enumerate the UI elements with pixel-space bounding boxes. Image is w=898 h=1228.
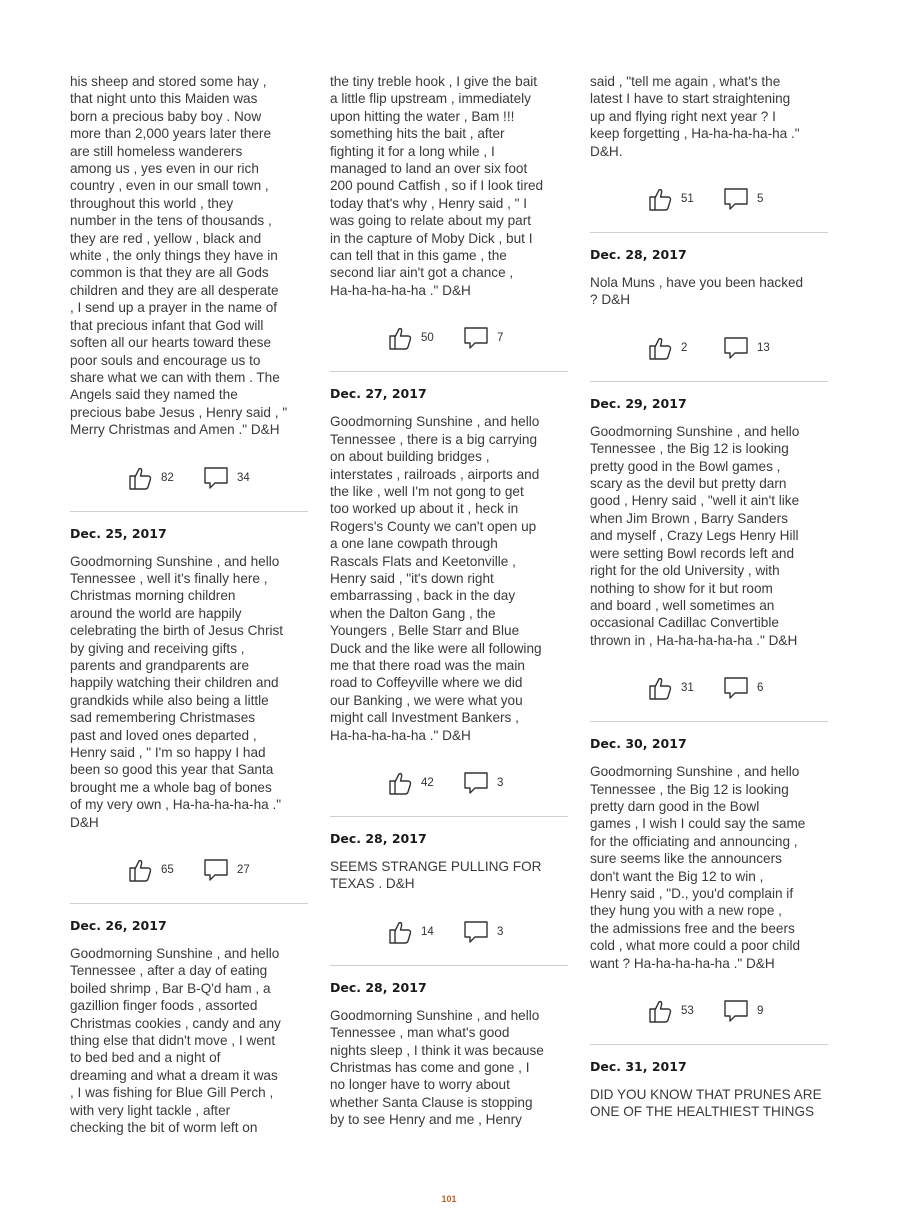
divider	[590, 232, 828, 233]
post-text: SEEMS STRANGE PULLING FOR TEXAS . D&H	[330, 859, 542, 892]
post-text: Goodmorning Sunshine , and hello Tennessee , the Big 12 is looking pretty darn good in the Bowl games , I wish I could say the same for the officiating and announcing , sure seems like the announcers don't want the Big 12 to win , Henry said , "D., you'd complain if they hung you with a new rope , the admissions free and the beers cold , what more could a poor child want ? Ha-ha-ha-ha-ha ." D&H	[590, 764, 806, 971]
like-count: 82	[161, 471, 174, 484]
speech-bubble-icon	[723, 186, 749, 212]
post-stats	[330, 768, 568, 798]
speech-bubble-icon	[463, 325, 489, 351]
post-text-continued: his sheep and stored some hay , that night unto this Maiden was born a precious baby boy . Now more than 2,000 years later there are still homeless wanderers among us , yes even in our rich country , even in our small town , throughout this world , they number in the tens of thousands , they are red , yellow , black and white , the only things they have in common is that they are all Gods children and they are all desperate , I send up a prayer in the name of that precious infant that God will soften all our hearts toward these poor souls and encourage us to share what we can with them . The Angels said they named the precious babe Jesus , Henry said , " Merry Christmas and Amen ." D&H	[70, 74, 288, 438]
like-stat[interactable]	[387, 770, 435, 796]
column-1	[70, 70, 308, 1137]
comment-stat[interactable]	[463, 770, 511, 796]
like-stat[interactable]	[647, 998, 695, 1024]
like-count: 31	[681, 682, 694, 695]
post-stats	[70, 463, 308, 493]
post-date: Dec. 26, 2017	[70, 918, 167, 934]
post-date: Dec. 30, 2017	[590, 736, 687, 752]
thumbs-up-icon	[387, 770, 413, 796]
post-date: Dec. 29, 2017	[590, 395, 687, 411]
divider	[330, 371, 568, 372]
divider	[330, 816, 568, 817]
like-count: 2	[681, 341, 688, 354]
comment-count: 6	[757, 682, 764, 695]
post-date: Dec. 27, 2017	[330, 386, 427, 402]
like-stat[interactable]	[387, 919, 435, 945]
thumbs-up-icon	[647, 186, 673, 212]
speech-bubble-icon	[723, 335, 749, 361]
like-stat[interactable]	[127, 465, 175, 491]
like-count: 50	[421, 332, 434, 345]
post-date: Dec. 28, 2017	[330, 979, 427, 995]
thumbs-up-icon	[127, 857, 153, 883]
post-stats	[70, 855, 308, 885]
post-text: Goodmorning Sunshine , and hello Tennessee , the Big 12 is looking pretty good in the Bowl games , scary as the devil but pretty darn good , Henry said , "well it ain't like when Jim Brown , Barry Sanders and myself , Crazy Legs Henry Hill were setting Bowl records left and right for the old University , with nothing to show for it but room and board , well sometimes an occasional Cadillac Convertible thrown in , Ha-ha-ha-ha-ha ." D&H	[590, 423, 800, 648]
comment-stat[interactable]	[723, 335, 771, 361]
thumbs-up-icon	[387, 325, 413, 351]
post-date: Dec. 28, 2017	[330, 831, 427, 846]
comment-stat[interactable]	[203, 857, 251, 883]
column-3	[590, 70, 828, 1121]
divider	[590, 721, 828, 722]
like-stat[interactable]	[647, 335, 695, 361]
comment-stat[interactable]	[463, 325, 511, 351]
speech-bubble-icon	[723, 998, 749, 1024]
divider	[590, 1044, 828, 1045]
post-stats	[590, 184, 828, 214]
post-stats	[590, 996, 828, 1026]
post-stats	[330, 323, 568, 353]
like-count: 14	[421, 925, 434, 938]
post-text: Goodmorning Sunshine , and hello Tennessee , man what's good nights sleep , I think it was because Christmas has come and gone , I no longer have to worry about whether Santa Clause is stopping by to see Henry and me , Henry	[330, 1007, 544, 1128]
speech-bubble-icon	[463, 770, 489, 796]
like-stat[interactable]	[647, 675, 695, 701]
page-number: 101	[441, 1194, 457, 1204]
like-count: 53	[681, 1005, 694, 1017]
post-date: Dec. 31, 2017	[590, 1059, 687, 1074]
like-stat[interactable]	[127, 857, 175, 883]
speech-bubble-icon	[203, 465, 229, 491]
comment-count: 3	[497, 925, 504, 938]
like-count: 42	[421, 777, 434, 789]
post-date: Dec. 28, 2017	[590, 247, 687, 263]
like-stat[interactable]	[387, 325, 435, 351]
post-stats	[590, 333, 828, 363]
speech-bubble-icon	[723, 675, 749, 701]
post-text: Goodmorning Sunshine , and hello Tennessee , well it's finally here , Christmas morning children around the world are happily celebrating the birth of Jesus Christ by giving and receiving gifts , parents and grandparents are happily watching their children and grandkids while also being a little sad remembering Christmases past and loved ones departed , Henry said , " I'm so happy I had been so good this year that Santa brought me a whole bag of bones of my very own , Ha-ha-ha-ha-ha ." D&H	[70, 553, 284, 830]
comment-stat[interactable]	[723, 675, 771, 701]
post-text: Nola Muns , have you been hacked ? D&H	[590, 275, 804, 308]
comment-count: 3	[497, 777, 504, 789]
comment-stat[interactable]	[723, 998, 771, 1024]
comment-stat[interactable]	[203, 465, 251, 491]
like-count: 65	[161, 864, 174, 877]
post-text: Goodmorning Sunshine , and hello Tennessee , after a day of eating boiled shrimp , Bar B-Q'd ham , a gazillion finger foods , assorted Christmas cookies , candy and any thing else that didn't move , I went to bed bed and a night of dreaming and what a dream it was , I was fishing for Blue Gill Perch , with very light tackle , after checking the bit of worm left on	[70, 946, 281, 1136]
thumbs-up-icon	[647, 675, 673, 701]
divider	[330, 965, 568, 966]
divider	[70, 903, 308, 904]
comment-count: 5	[757, 193, 764, 206]
speech-bubble-icon	[203, 857, 229, 883]
post-text-continued: the tiny treble hook , I give the bait a little flip upstream , immediately upon hitting the water , Bam !!! something hits the bait , after fighting it for a long while , I managed to land an over six foot 200 pound Catfish , so if I look tired today that's why , Henry said , " I was going to relate about my part in the capture of Moby Dick , but I can tell that in this game , the second liar ain't got a chance , Ha-ha-ha-ha-ha ." D&H	[330, 74, 544, 298]
divider	[70, 511, 308, 512]
thumbs-up-icon	[127, 465, 153, 491]
post-text-continued: said , "tell me again , what's the latest I have to start straightening up and flying right next year ? I keep forgetting , Ha-ha-ha-ha-ha ." D&H.	[590, 74, 800, 159]
post-text: Goodmorning Sunshine , and hello Tennessee , there is a big carrying on about building bridges , interstates , railroads , airports and the like , well I'm not gong to get too worked up about it , heck in Rogers's County we can't open up a one lane cowpath through Rascals Flats and Keetonville , Henry said , "it's down right embarrassing , back in the day when the Dalton Gang , the Youngers , Belle Starr and Blue Duck and the like were all following me that there road was the main road to Coffeyville where we did our Banking , we were what you might call Investment Bankers , Ha-ha-ha-ha-ha ." D&H	[330, 414, 542, 743]
like-count: 51	[681, 193, 694, 206]
thumbs-up-icon	[647, 335, 673, 361]
post-stats	[330, 917, 568, 947]
post-text: DID YOU KNOW THAT PRUNES ARE ONE OF THE HEALTHIEST THINGS	[590, 1087, 822, 1120]
comment-count: 13	[757, 341, 770, 354]
thumbs-up-icon	[387, 919, 413, 945]
comment-stat[interactable]	[463, 919, 511, 945]
column-2	[330, 70, 568, 1129]
comment-count: 9	[757, 1005, 764, 1017]
post-stats	[590, 673, 828, 703]
divider	[590, 381, 828, 382]
comment-stat[interactable]	[723, 186, 771, 212]
speech-bubble-icon	[463, 919, 489, 945]
comment-count: 27	[237, 864, 250, 877]
comment-count: 34	[237, 471, 250, 484]
like-stat[interactable]	[647, 186, 695, 212]
thumbs-up-icon	[647, 998, 673, 1024]
comment-count: 7	[497, 332, 504, 345]
post-date: Dec. 25, 2017	[70, 525, 167, 541]
